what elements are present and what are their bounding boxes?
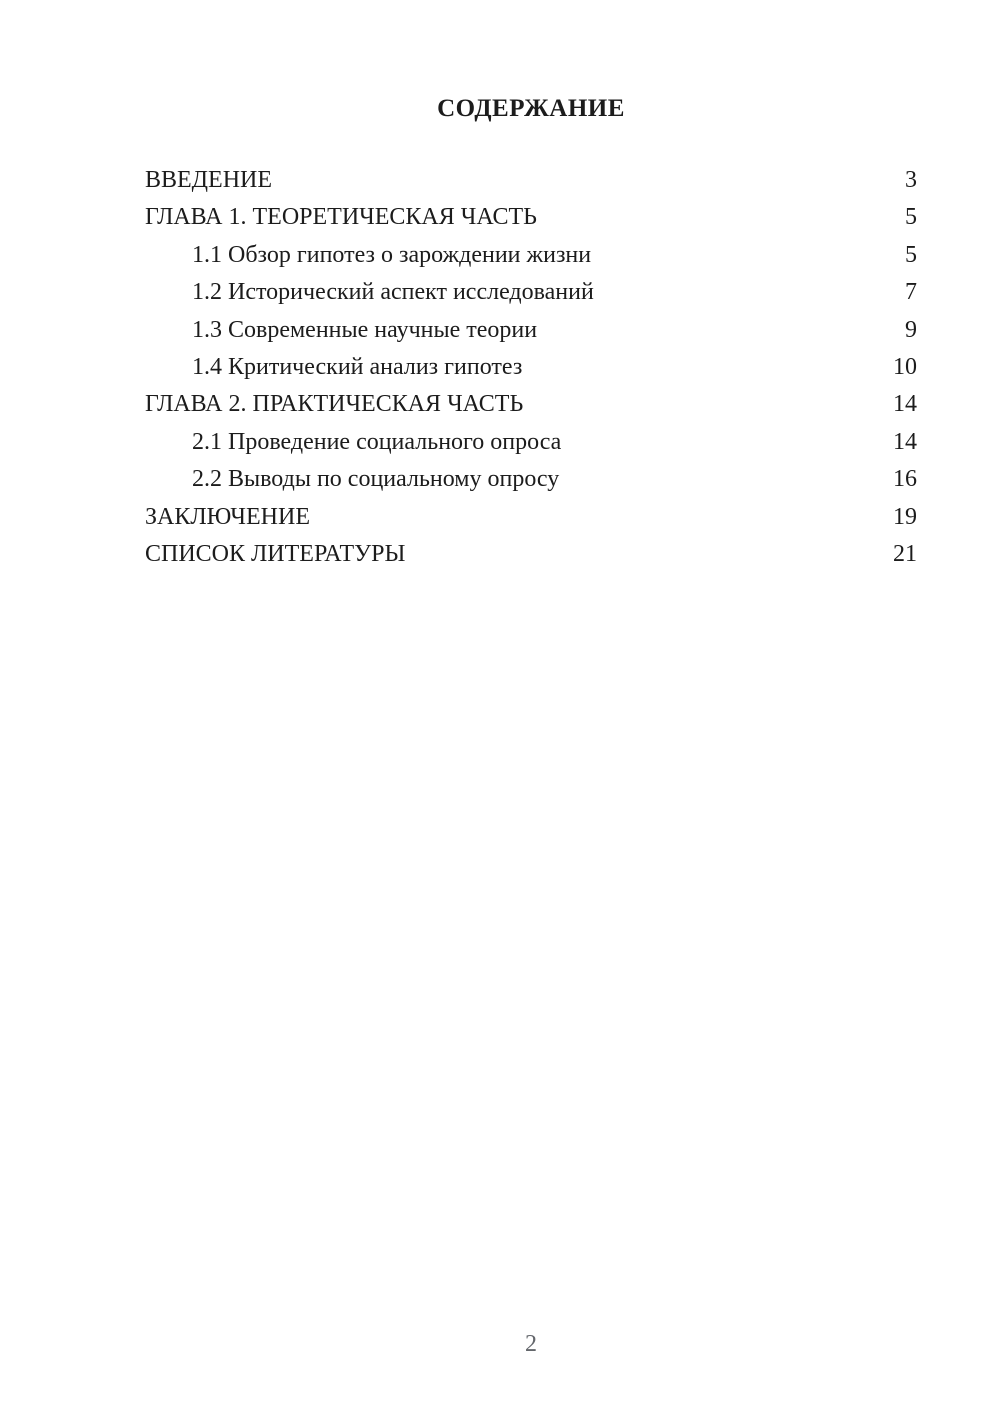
toc-entry-page: 5	[905, 241, 917, 268]
toc-entry	[145, 162, 917, 199]
page-title: СОДЕРЖАНИЕ	[437, 95, 625, 122]
toc-entry-label: ЗАКЛЮЧЕНИЕ	[145, 503, 310, 530]
toc-entry	[145, 386, 917, 423]
toc-entry	[145, 274, 917, 311]
toc-entry-page: 16	[893, 466, 917, 493]
toc-entry-label: 1.2 Исторический аспект исследований	[192, 279, 594, 306]
toc-entry	[145, 499, 917, 536]
toc-entry-label: ГЛАВА 1. ТЕОРЕТИЧЕСКАЯ ЧАСТЬ	[145, 204, 537, 231]
toc-entry-page: 21	[893, 540, 917, 567]
toc-entry	[145, 424, 917, 461]
toc-entry-label: 1.4 Критический анализ гипотез	[192, 353, 523, 380]
toc-entry-page: 10	[893, 353, 917, 380]
toc-entry-label: ГЛАВА 2. ПРАКТИЧЕСКАЯ ЧАСТЬ	[145, 391, 524, 418]
table-of-contents	[145, 162, 917, 573]
toc-entry-page: 14	[893, 428, 917, 455]
toc-entry	[145, 536, 917, 573]
toc-entry-page: 9	[905, 316, 917, 343]
toc-entry-page: 7	[905, 279, 917, 306]
toc-entry-page: 3	[905, 167, 917, 193]
toc-entry	[145, 312, 917, 349]
toc-entry-page: 14	[893, 391, 917, 418]
toc-entry	[145, 199, 917, 236]
toc-entry-page: 19	[893, 503, 917, 530]
footer-page-number: 2	[525, 1331, 537, 1357]
toc-entry-label: СПИСОК ЛИТЕРАТУРЫ	[145, 540, 406, 567]
toc-entry-page: 5	[905, 204, 917, 231]
toc-entry	[145, 237, 917, 274]
toc-entry	[145, 349, 917, 386]
toc-entry	[145, 461, 917, 498]
toc-entry-label: ВВЕДЕНИЕ	[145, 167, 273, 193]
toc-entry-label: 1.1 Обзор гипотез о зарождении жизни	[192, 241, 592, 268]
toc-entry-label: 2.1 Проведение социального опроса	[192, 428, 562, 455]
toc-entry-label: 1.3 Современные научные теории	[192, 316, 538, 343]
toc-entry-label: 2.2 Выводы по социальному опросу	[192, 466, 560, 493]
